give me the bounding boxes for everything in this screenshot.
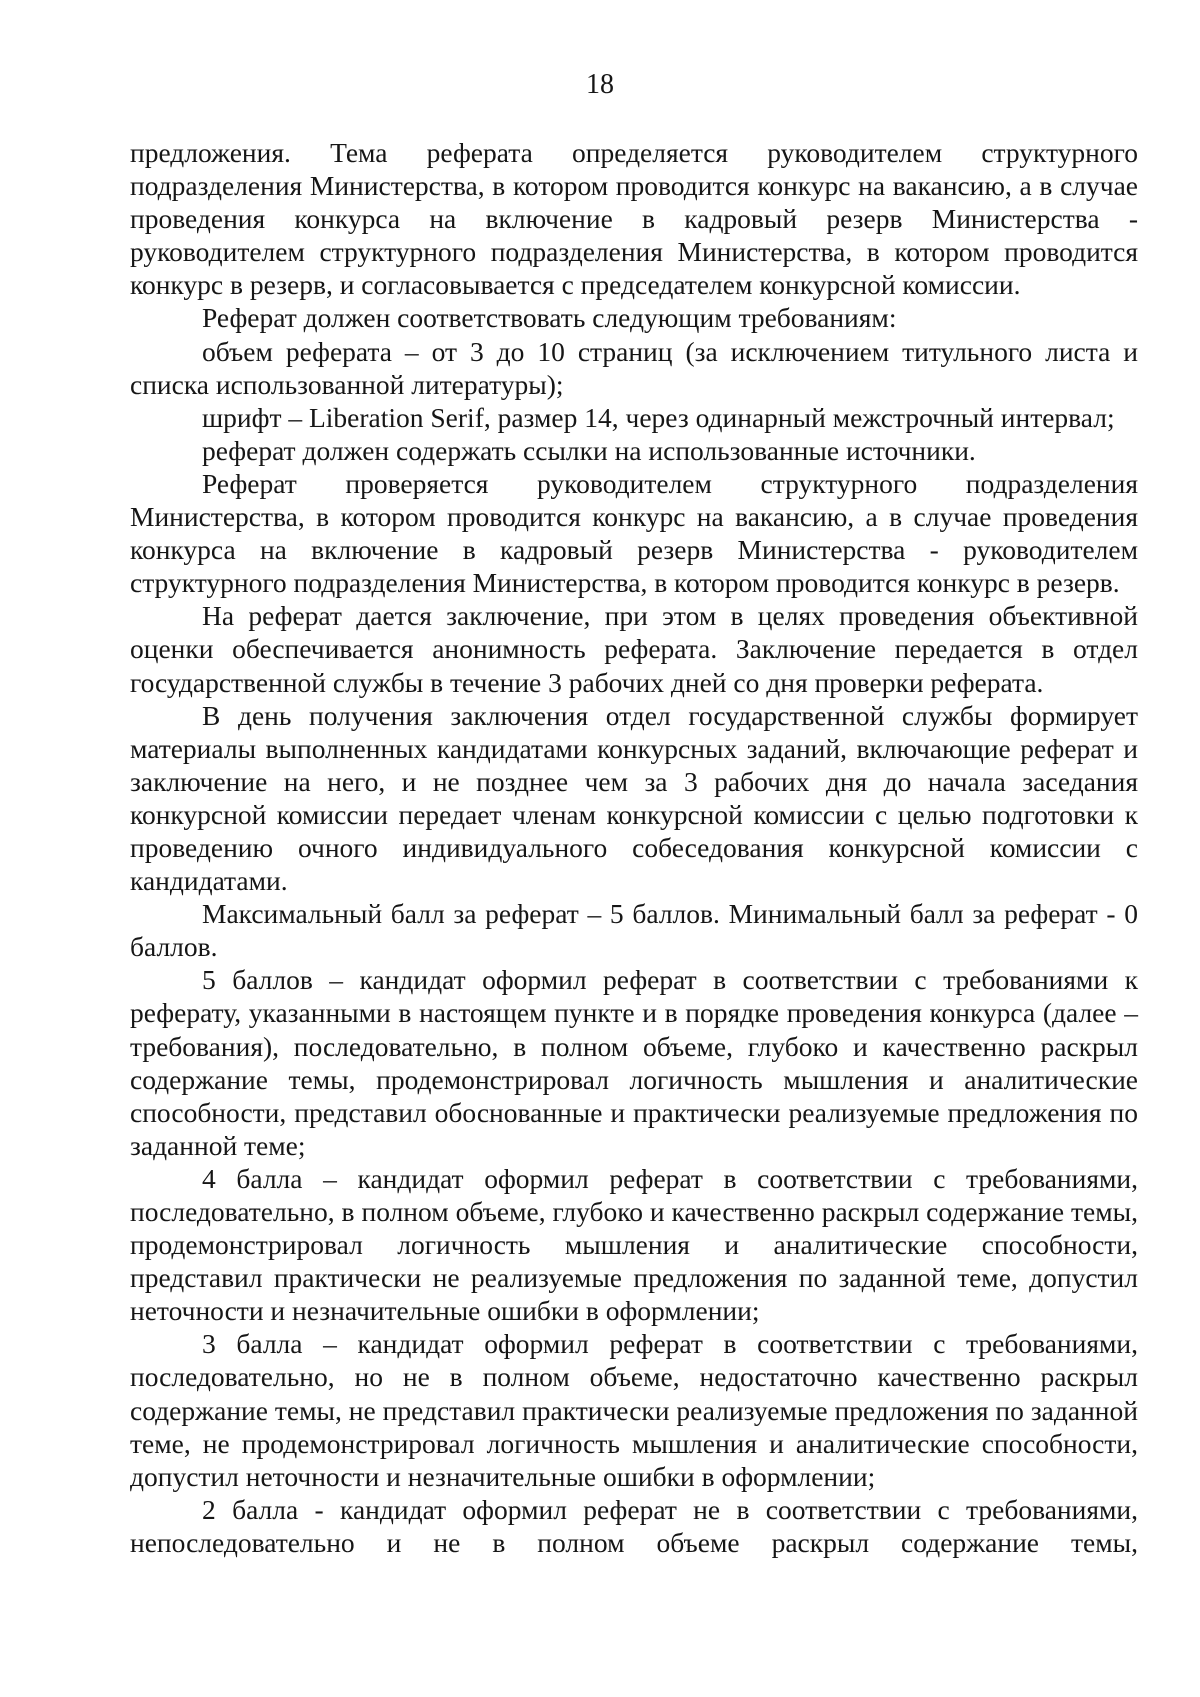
paragraph-score-2: 2 балла - кандидат оформил реферат не в соответствии с требованиями, непоследовательно и не в полном объеме раскрыл содержание темы, <box>130 1493 1138 1558</box>
paragraph-review: Реферат проверяется руководителем структурного подразделения Министерства, в котором проводится конкурс на вакансию, а в случае проведения конкурса на включение в кадровый резерв Министерства - руководителем структурного подразделения Министерства, в котором проводится конкурс в резерв. <box>130 467 1138 599</box>
paragraph-max-score: Максимальный балл за реферат – 5 баллов. Минимальный балл за реферат - 0 баллов. <box>130 898 1138 963</box>
paragraph-requirement-volume: объем реферата – от 3 до 10 страниц (за исключением титульного листа и списка использованной литературы); <box>130 335 1138 400</box>
paragraph-continuation: предложения. Тема реферата определяется руководителем структурного подразделения Министерства, в котором проводится конкурс на вакансию, а в случае проведения конкурса на включение в кадровый резерв Министерства - руководителем структурного подразделения Министерства, в котором проводится конкурс в резерв, и согласовывается с председателем конкурсной комиссии. <box>130 137 1138 301</box>
paragraph-score-3: 3 балла – кандидат оформил реферат в соответствии с требованиями, последовательно, но не в полном объеме, недостаточно качественно раскрыл содержание темы, не представил практически реализуемые предложения по заданной теме, не продемонстрировал логичность мышления и аналитические способности, допустил неточности и незначительные ошибки в оформлении; <box>130 1328 1138 1492</box>
paragraph-requirement-font: шрифт – Liberation Serif, размер 14, через одинарный межстрочный интервал; <box>202 401 1115 433</box>
paragraph-conclusion: На реферат дается заключение, при этом в целях проведения объективной оценки обеспечивается анонимность реферата. Заключение передается в отдел государственной службы в течение 3 рабочих дней со дня проверки реферата. <box>130 600 1138 698</box>
paragraph-requirements-intro: Реферат должен соответствовать следующим требованиям: <box>202 302 897 334</box>
page-number: 18 <box>586 69 614 100</box>
document-body <box>130 136 1138 1559</box>
paragraph-materials: В день получения заключения отдел государственной службы формирует материалы выполненных кандидатами конкурсных заданий, включающие реферат и заключение на него, и не позднее чем за 3 рабочих дня до начала заседания конкурсной комиссии передает членам конкурсной комиссии с целью подготовки к проведению очного индивидуального собеседования конкурсной комиссии с кандидатами. <box>130 699 1138 897</box>
paragraph-requirement-links: реферат должен содержать ссылки на использованные источники. <box>202 434 976 466</box>
paragraph-score-4: 4 балла – кандидат оформил реферат в соответствии с требованиями, последовательно, в полном объеме, глубоко и качественно раскрыл содержание темы, продемонстрировал логичность мышления и аналитические способности, представил практически не реализуемые предложения по заданной теме, допустил неточности и незначительные ошибки в оформлении; <box>130 1162 1138 1327</box>
paragraph-score-5: 5 баллов – кандидат оформил реферат в соответствии с требованиями к реферату, указанными в настоящем пункте и в порядке проведения конкурса (далее – требования), последовательно, в полном объеме, глубоко и качественно раскрыл содержание темы, продемонстрировал логичность мышления и аналитические способности, представил обоснованные и практически реализуемые предложения по заданной теме; <box>130 964 1138 1161</box>
